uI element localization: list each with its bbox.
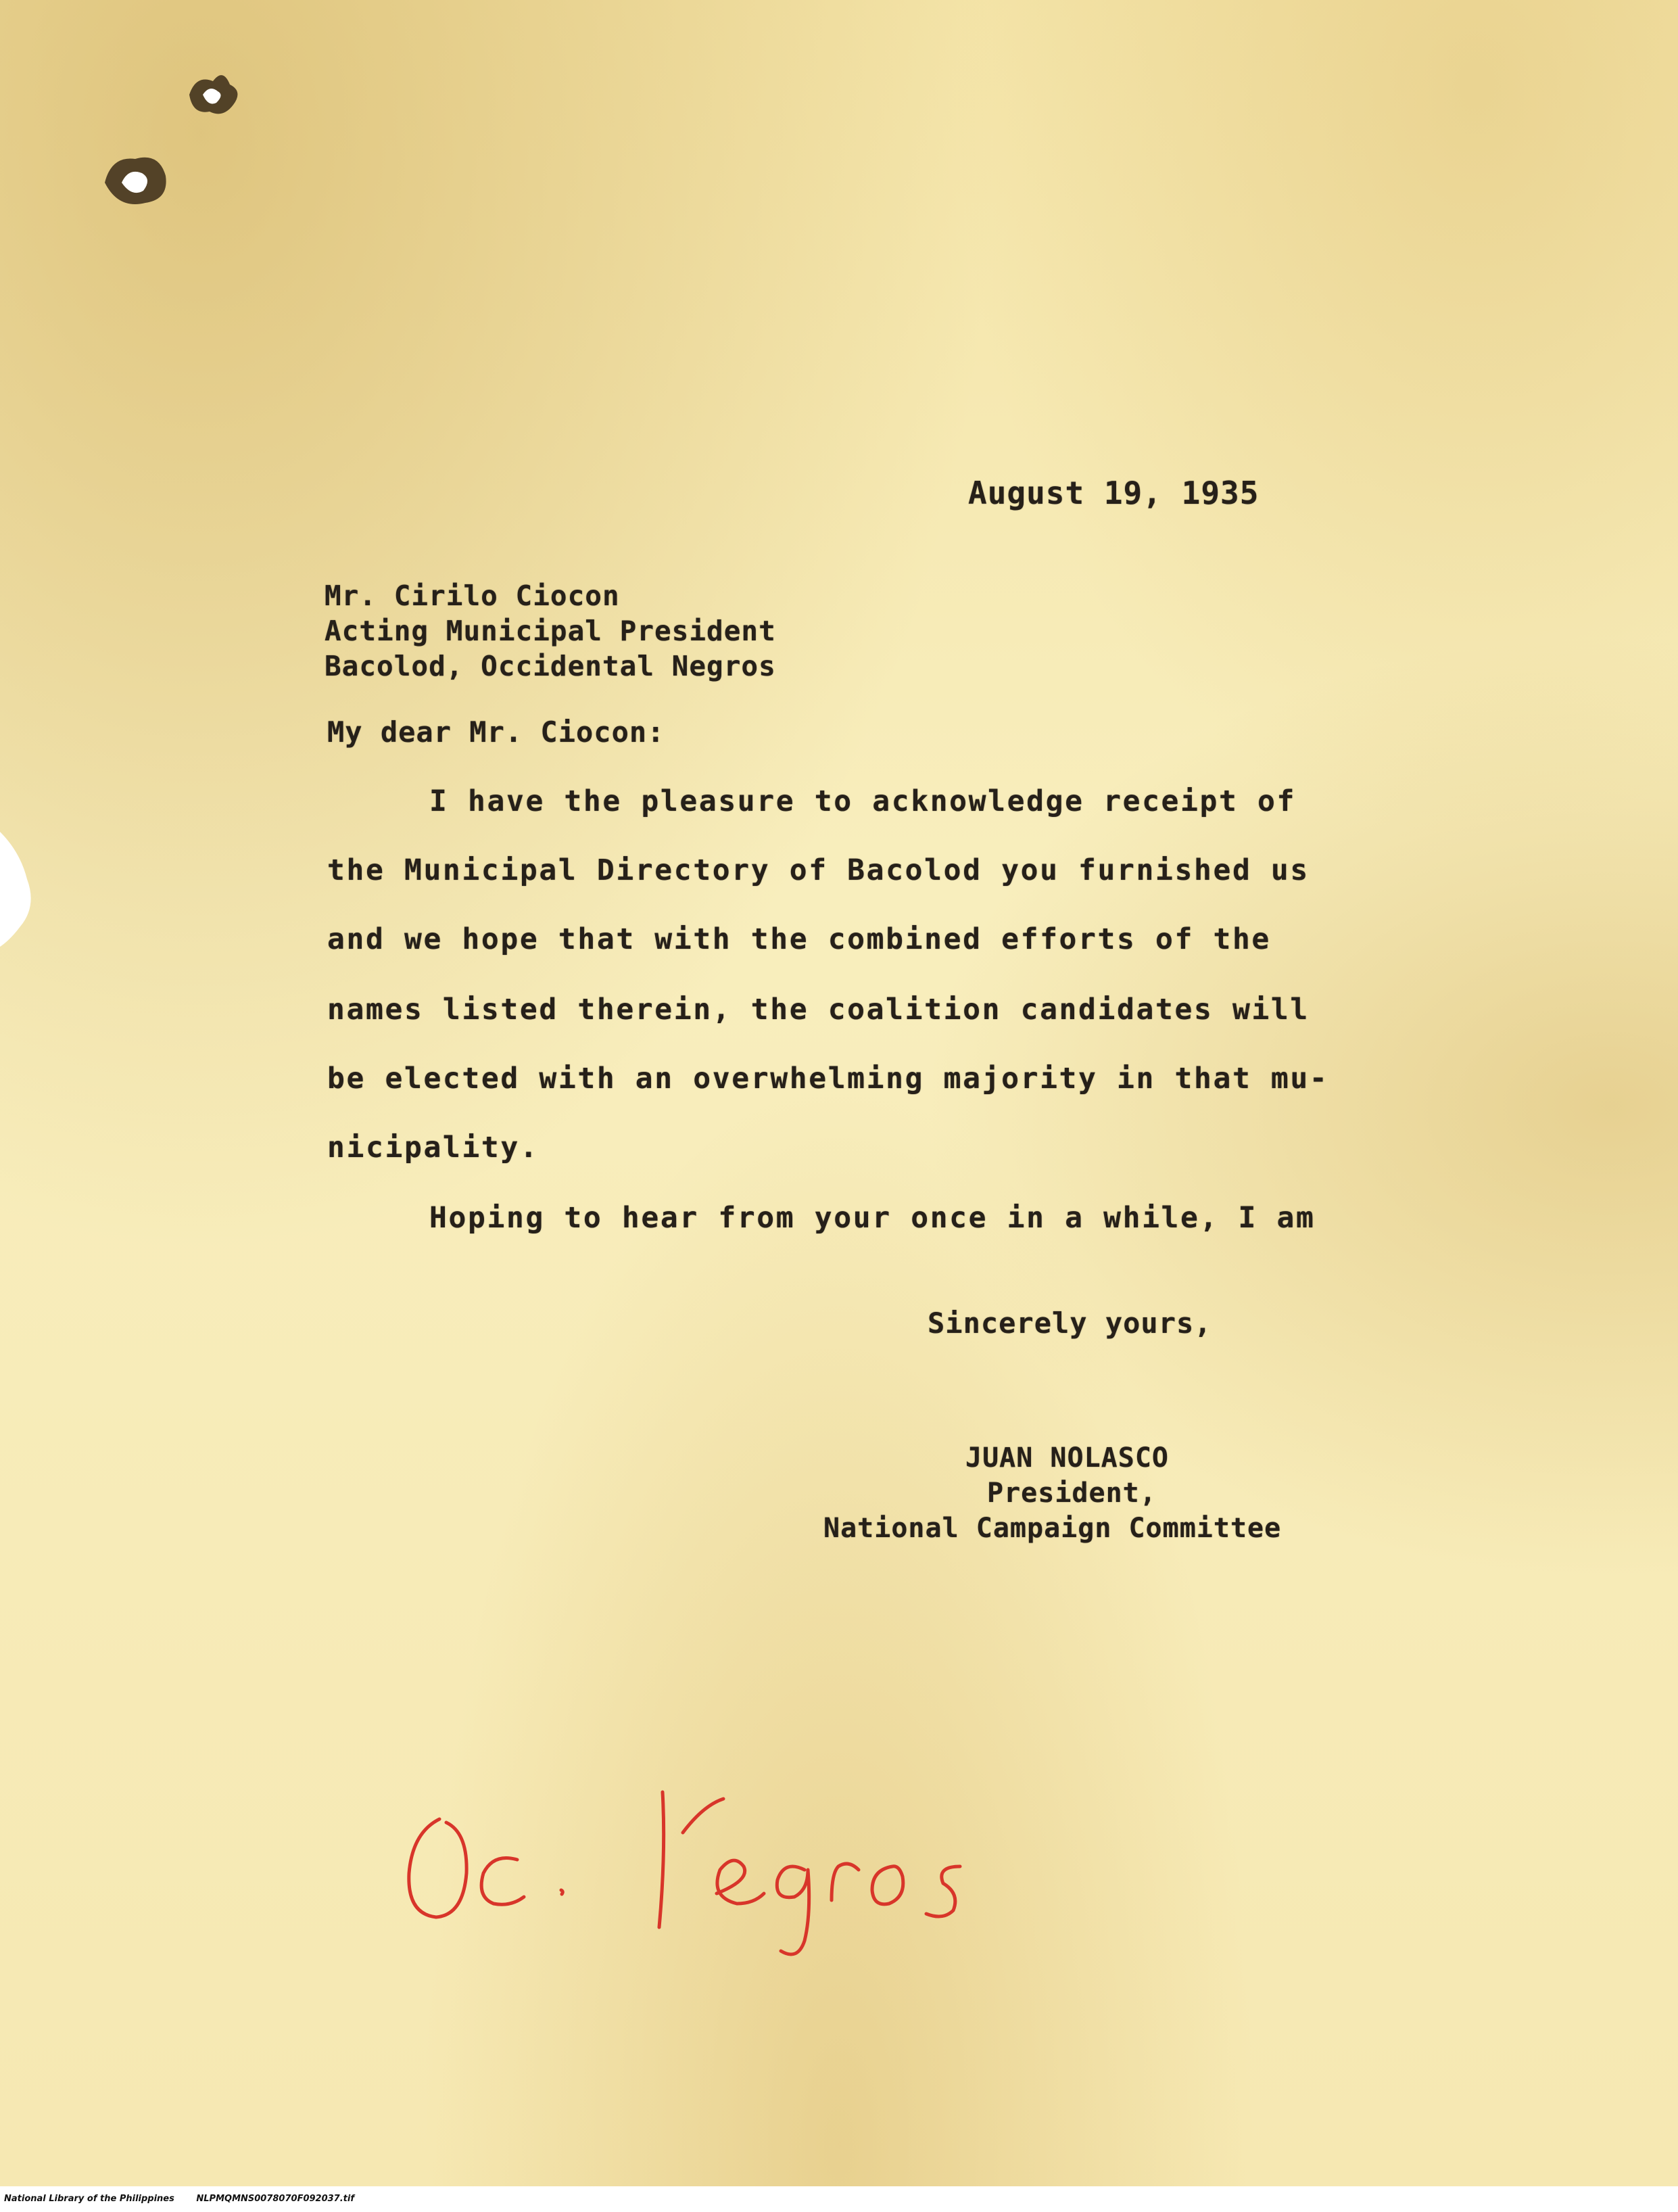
letter-date: August 19, 1935 (968, 475, 1260, 511)
burn-mark-top (176, 54, 257, 128)
handwritten-annotation (399, 1758, 1075, 1961)
recipient-name: Mr. Cirilo Ciocon (325, 580, 620, 612)
signatory-organization: National Campaign Committee (823, 1513, 1282, 1544)
body-line: the Municipal Directory of Bacolod you furnished us (327, 853, 1310, 887)
footer-library: National Library of the Philippines (4, 2194, 174, 2204)
recipient-title: Acting Municipal President (325, 615, 776, 647)
torn-edge (0, 832, 47, 947)
burn-mark-left (95, 135, 183, 216)
recipient-location: Bacolod, Occidental Negros (325, 650, 776, 682)
body-line: I have the pleasure to acknowledge receipt of (429, 784, 1296, 818)
body-line: be elected with an overwhelming majority in that mu- (327, 1062, 1329, 1096)
body-line: Hoping to hear from your once in a while, I am (429, 1201, 1316, 1235)
salutation: My dear Mr. Ciocon: (327, 715, 665, 749)
closing: Sincerely yours, (928, 1307, 1212, 1340)
body-line: nicipality. (327, 1131, 540, 1164)
signatory-name: JUAN NOLASCO (965, 1442, 1169, 1474)
body-line: and we hope that with the combined efforts of the (327, 922, 1271, 956)
signatory-title: President, (987, 1478, 1157, 1509)
body-line: names listed therein, the coalition candidates will (327, 993, 1310, 1027)
footer-file-id: NLPMQMNS0078070F092037.tif (196, 2194, 354, 2204)
scan-footer (0, 2186, 1678, 2212)
